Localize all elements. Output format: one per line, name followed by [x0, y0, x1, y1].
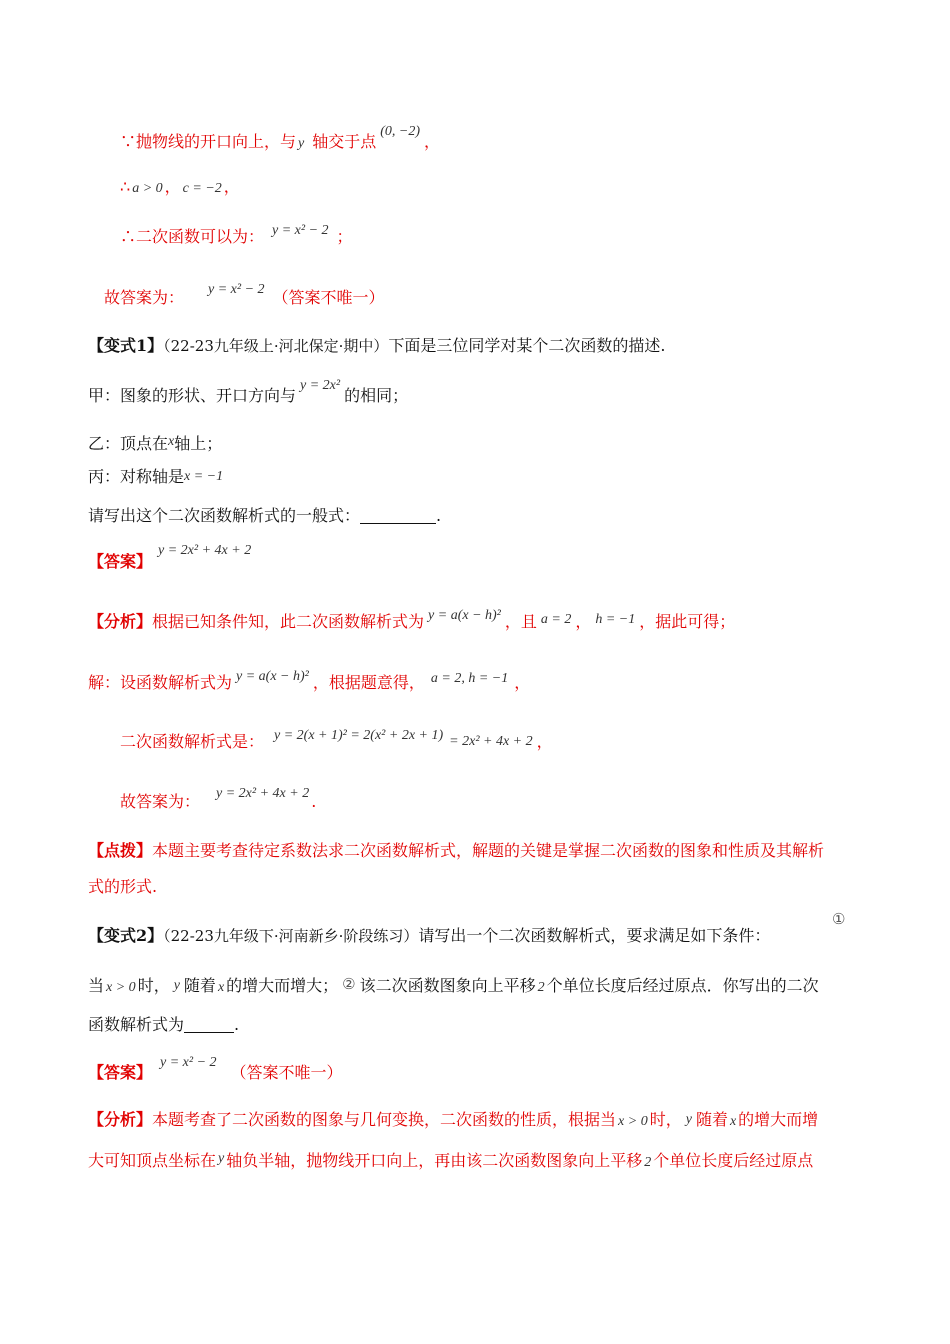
math-func: y = 2x² + 4x + 2: [158, 543, 252, 558]
math-point: (0, −2): [380, 124, 421, 139]
answer-blank[interactable]: [184, 1016, 234, 1033]
math-func: y = x² − 2: [208, 282, 265, 297]
variant2-conditions: 当 x > 0 时， y 随着 x 的增大而增大； ② 该二次函数图象向上平移 2 个单位长度后经过原点．你写出的二次: [88, 975, 819, 995]
variant1-bing: 丙：对称轴是x = −1: [88, 467, 224, 486]
variant1-solution-2: 二次函数解析式是： y = 2(x + 1)² = 2(x² + 2x + 1) = 2x² + 4x + 2 ，: [120, 728, 553, 751]
answer-tag: 【答案】: [88, 552, 153, 571]
math-func: y = 2x²: [300, 378, 341, 393]
solution-line-3: ∴二次函数可以为： y = x² − 2 ；: [120, 223, 353, 246]
math-func: y = x² − 2: [272, 223, 329, 238]
tip-tag: 【点拨】: [88, 841, 153, 860]
variant1-header: [88, 335, 666, 357]
variant1-analysis: 【分析】根据已知条件知，此二次函数解析式为 y = a(x − h)² ，且 a = 2 ， h = −1 ，据此可得；: [88, 608, 736, 631]
variant2-ask: 函数解析式为 .: [88, 1015, 240, 1034]
variant1-tag: 【变式1】: [88, 336, 164, 355]
math-a: a = 2: [540, 612, 572, 627]
math-general-form: = 2x² + 4x + 2: [449, 734, 533, 749]
variant2-tag: 【变式2】: [88, 926, 164, 945]
variant2-source: （22-23九年级下·河南新乡·阶段练习）: [163, 927, 419, 945]
condition-marker-1: ①: [832, 910, 846, 928]
variant2-answer: 【答案】y = x² − 2（答案不唯一）: [88, 1055, 343, 1082]
math-a-positive: a > 0: [132, 181, 163, 196]
variant1-tip-2: 式的形式.: [88, 877, 158, 896]
math-h: h = −1: [595, 612, 636, 627]
variant1-ask: 请写出这个二次函数解析式的一般式： .: [88, 506, 442, 525]
answer-tag: 【答案】: [88, 1063, 153, 1082]
variant1-solution-1: 解：设函数解析式为 y = a(x − h)² ，根据题意得， a = 2, h = −1 ，: [88, 669, 531, 692]
math-vertex-form: y = a(x − h)²: [236, 669, 309, 684]
math-y: y: [685, 1112, 692, 1127]
condition-marker-2: ②: [342, 975, 356, 993]
solution-line-2: ∴ a > 0 ， c = −2 ，: [120, 177, 240, 196]
math-axis: x = −1: [184, 469, 224, 484]
answer-blank[interactable]: [360, 507, 436, 524]
analysis-tag: 【分析】: [88, 612, 153, 631]
math-expand: y = 2(x + 1)² = 2(x² + 2x + 1): [274, 728, 444, 743]
math-vertex-form: y = a(x − h)²: [428, 608, 501, 623]
variant2-analysis-2: 大可知顶点坐标在 y 轴负半轴，抛物线开口向上，再由该二次函数图象向上平移 2 个单位长度后经过原点: [88, 1151, 814, 1170]
analysis-tag: 【分析】: [88, 1110, 153, 1129]
math-c-value: c = −2: [182, 181, 222, 196]
math-params: a = 2, h = −1: [430, 671, 509, 686]
solution-line-1: ∵抛物线的开口向上，与 y 轴交于点(0, −2)，: [120, 124, 441, 151]
math-x-positive: x > 0: [618, 1114, 648, 1129]
math-shift: 2: [644, 1155, 652, 1170]
variant1-answer: [88, 543, 252, 575]
variant2-analysis-1: 【分析】本题考查了二次函数的图象与几何变换，二次函数的性质，根据当 x > 0 时， y 随着 x 的增大而增: [88, 1110, 819, 1129]
variant1-question: 下面是三位同学对某个二次函数的描述.: [388, 336, 666, 355]
variant1-jia: 甲：图象的形状、开口方向与y = 2x²的相同；: [88, 378, 409, 405]
math-x-positive: x > 0: [106, 980, 136, 995]
variant1-solution-3: 故答案为： y = 2x² + 4x + 2 .: [120, 786, 317, 811]
variant1-source: （22-23九年级上·河北保定·期中）: [163, 337, 389, 355]
math-shift: 2: [537, 980, 545, 995]
variant2-question: 请写出一个二次函数解析式，要求满足如下条件：: [418, 926, 771, 945]
math-x: x: [168, 434, 175, 449]
math-y: y: [298, 136, 305, 151]
solution-answer: 故答案为： y = x² − 2 （答案不唯一）: [104, 282, 385, 307]
variant1-yi: 乙：顶点在x轴上；: [88, 434, 223, 453]
math-func: y = 2x² + 4x + 2: [216, 786, 310, 801]
variant1-tip-1: 【点拨】本题主要考查待定系数法求二次函数解析式，解题的关键是掌握二次函数的图象和性质及其解析: [88, 841, 825, 860]
math-x: x: [217, 980, 225, 995]
math-func: y = x² − 2: [160, 1055, 217, 1070]
math-x: x: [729, 1114, 737, 1129]
variant2-header: [88, 925, 770, 947]
math-y: y: [218, 1151, 225, 1166]
math-y: y: [173, 978, 180, 993]
